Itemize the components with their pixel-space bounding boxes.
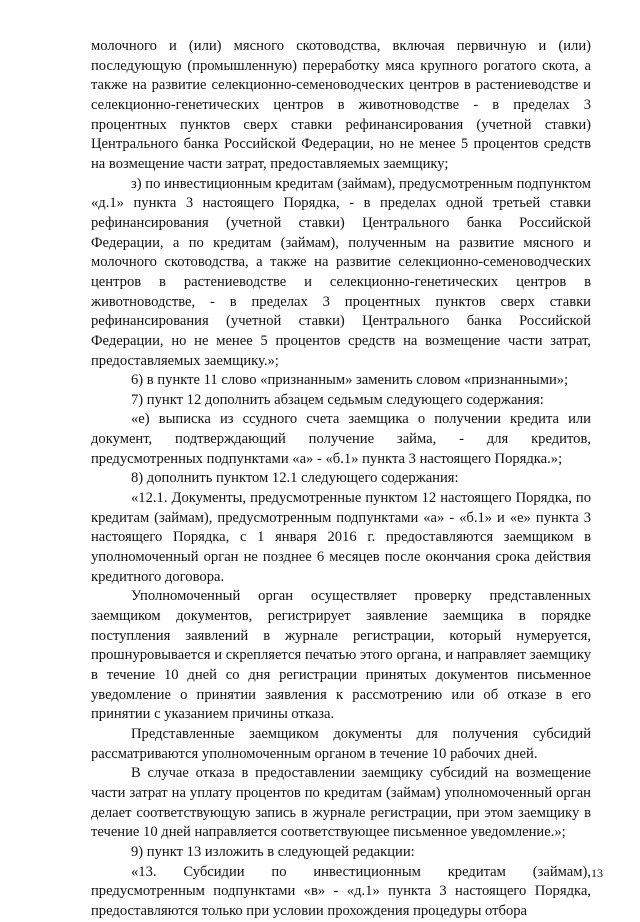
- paragraph-1: молочного и (или) мясного скотоводства, включая первичную и (или) последующую (промышленную) переработку мяса крупного рогатого скота, а также на развитие селекционно-семеноводческих центров в растениеводстве и селекционно-генетических центров в животноводстве - в пределах 3 процентных пунктов сверх ставки рефинансирования (учетной ставки) Центрального банка Российской Федерации, но не менее 5 процентов средств на возмещение части затрат, предоставляемых заемщику;: [91, 38, 591, 172]
- paragraph-7: «12.1. Документы, предусмотренные пунктом 12 настоящего Порядка, по кредитам (займам), предусмотренным подпунктами «а» - «б.1» и «е» пункта 3 настоящего Порядка, с 1 января 2016 г. предоставляются заемщиком в уполномоченный орган не позднее 6 месяцев после окончания срока действия кредитного договора.: [91, 490, 591, 585]
- paragraph-3: 6) в пункте 11 слово «признанным» заменить словом «признанными»;: [131, 372, 569, 389]
- paragraph-6: 8) дополнить пунктом 12.1 следующего содержания:: [131, 470, 459, 487]
- paragraph-10: В случае отказа в предоставлении заемщику субсидий на возмещение части затрат на уплату процентов по кредитам (займам) уполномоченный орган делает соответствующую запись в журнале регистрации, при этом заемщику в течение 10 дней направляется соответствующее письменное уведомление.»;: [91, 765, 591, 841]
- paragraph-11: 9) пункт 13 изложить в следующей редакции:: [131, 843, 415, 860]
- paragraph-8: Уполномоченный орган осуществляет проверку представленных заемщиком документов, регистрирует заявление заемщика в порядке поступления заявлений в журнале регистрации, который нумеруется, прошнуровывается и скрепляется печатью этого органа, и направляет заемщику в течение 10 дней со дня регистрации принятых документов письменное уведомление о принятии заявления к рассмотрению или об отказе в его принятии с указанием причины отказа.: [91, 588, 591, 723]
- paragraph-4: 7) пункт 12 дополнить абзацем седьмым следующего содержания:: [131, 391, 544, 408]
- document-body: [91, 37, 591, 922]
- paragraph-2: з) по инвестиционным кредитам (займам), предусмотренным подпунктом «д.1» пункта 3 настоящего Порядка, - в пределах одной третьей ставки рефинансирования (учетной ставки) Центрального банка Российской Федерации, а по кредитам (займам), полученным на развитие мясного и молочного скотоводства, а также на развитие селекционно-семеноводческих центров в растениеводстве и селекционно-генетических центров в животноводстве, - в пределах 3 процентных пунктов сверх ставки рефинансирования (учетной ставки) Центрального банка Российской Федерации, но не менее 5 процентов средств на возмещение части затрат, предоставляемых заемщику.»;: [91, 175, 591, 369]
- paragraph-5: «е) выписка из ссудного счета заемщика о получении кредита или документ, подтверждающий получение займа, - для кредитов, предусмотренных подпунктами «а» - «б.1» пункта 3 настоящего Порядка.»;: [91, 411, 591, 467]
- paragraph-12: «13. Субсидии по инвестиционным кредитам (займам), предусмотренным подпунктами «в» - «д.1» пункта 3 настоящего Порядка, предоставляются только при условии прохождения процедуры отбора: [91, 863, 591, 919]
- paragraph-9: Представленные заемщиком документы для получения субсидий рассматриваются уполномоченным органом в течение 10 рабочих дней.: [91, 725, 591, 762]
- page-number: 13: [591, 866, 603, 880]
